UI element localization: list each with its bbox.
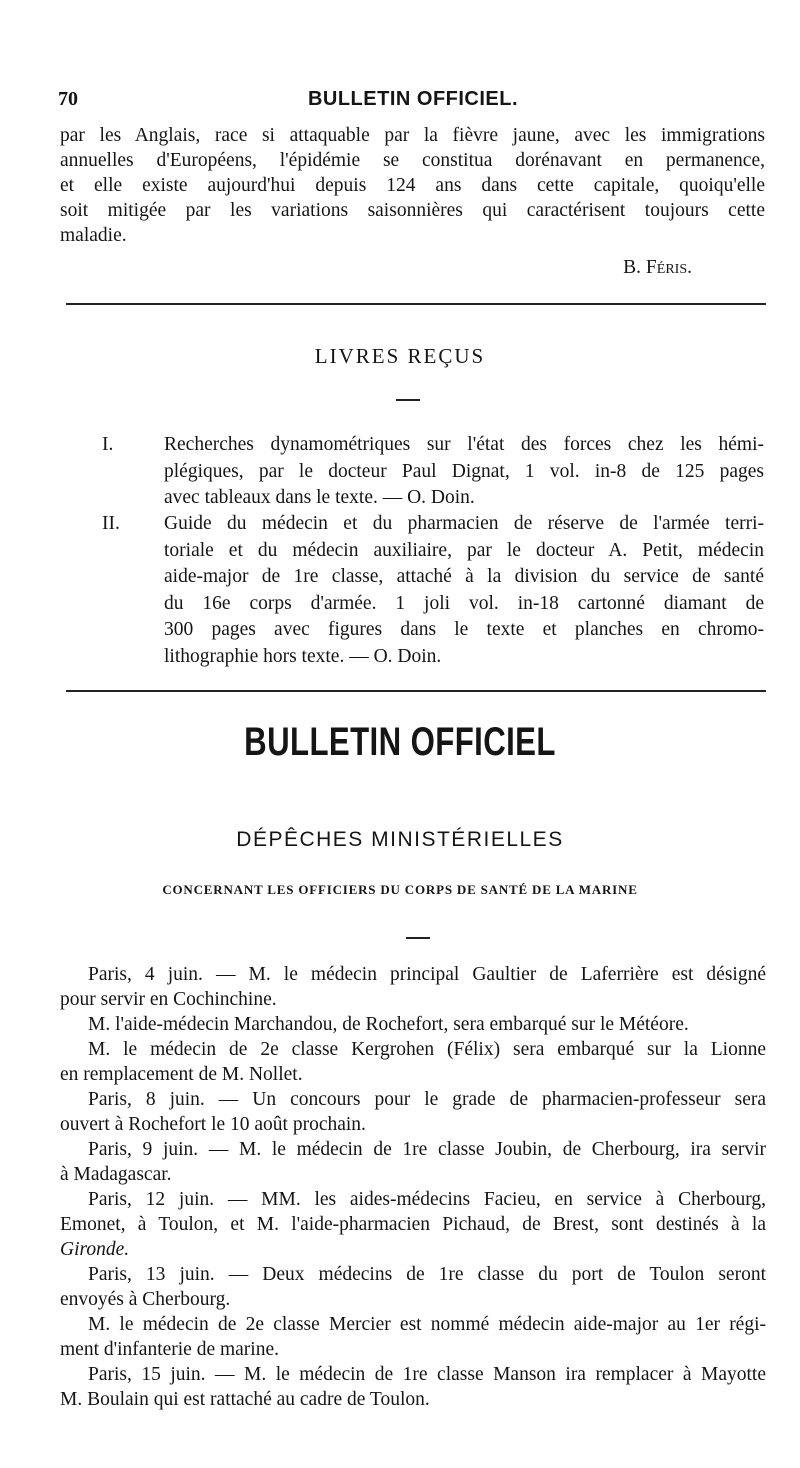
divider <box>66 690 766 692</box>
text-line: du 16e corps d'armée. 1 joli vol. in-18 cartonné diamant de <box>164 592 764 614</box>
text-line: envoyés à Cherbourg. <box>60 1289 231 1310</box>
dispatch-entry <box>60 1312 766 1362</box>
dispatch-entry <box>60 1137 766 1187</box>
dispatch-entry <box>60 962 766 1012</box>
text-line: pour servir en Cochinchine. <box>60 989 277 1010</box>
short-dash <box>406 937 430 939</box>
text-line: Paris, 8 juin. — Un concours pour le grade de pharmacien-professeur sera <box>88 1089 766 1110</box>
text-line: Paris, 4 juin. — M. le médecin principal Gaultier de Laferrière est désigné <box>88 964 766 985</box>
bulletin-subtitle: DÉPÊCHES MINISTÉRIELLES <box>236 828 564 851</box>
text-line: lithographie hors texte. — O. Doin. <box>164 645 442 667</box>
text-line: Recherches dynamométriques sur l'état des forces chez les hémi- <box>164 434 764 455</box>
text-line: Emonet, à Toulon, et M. l'aide-pharmacien Pichaud, de Brest, sont destinés à la <box>60 1214 766 1235</box>
text-line: Guide du médecin et du pharmacien de réserve de l'armée terri- <box>164 513 764 534</box>
dispatch-entry <box>60 1087 766 1137</box>
entry-numeral: II. <box>102 513 120 534</box>
text-line: toriale et du médecin auxiliaire, par le docteur A. Petit, médecin <box>164 539 764 561</box>
text-line: Paris, 15 juin. — M. le médecin de 1re classe Manson ira remplacer à Mayotte <box>88 1364 766 1385</box>
text-line: par les Anglais, race si attaquable par la fièvre jaune, avec les immigrations <box>60 125 765 146</box>
text-line: ouvert à Rochefort le 10 août prochain. <box>60 1114 366 1135</box>
text-line: plégiques, par le docteur Paul Dignat, 1 vol. in-8 de 125 pages <box>164 460 764 482</box>
livres-heading: LIVRES REÇUS <box>314 344 486 368</box>
bulletin-caps-line: CONCERNANT LES OFFICIERS DU CORPS DE SANTÉ DE LA MARINE <box>162 882 638 897</box>
dispatch-entry <box>60 1187 766 1262</box>
text-line: et elle existe aujourd'hui depuis 124 ans dans cette capitale, quoiqu'elle <box>60 175 765 196</box>
text-line: à Madagascar. <box>60 1164 172 1185</box>
text-line: M. le médecin de 2e classe Mercier est nommé médecin aide-major au 1er régi- <box>88 1314 766 1335</box>
text-line: aide-major de 1re classe, attaché à la division du service de santé <box>164 566 764 587</box>
text-line: annuelles d'Européens, l'épidémie se constitua dorénavant en permanence, <box>60 150 765 171</box>
book-entry-1 <box>102 432 764 512</box>
text-line: Gironde. <box>60 1239 130 1260</box>
dispatch-entry <box>60 1037 766 1087</box>
text-line: M. l'aide-médecin Marchandou, de Rochefort, sera embarqué sur le Météore. <box>88 1014 689 1035</box>
dispatch-list <box>60 962 766 1412</box>
text-line: Paris, 12 juin. — MM. les aides-médecins Facieu, en service à Cherbourg, <box>88 1189 766 1210</box>
running-title: BULLETIN OFFICIEL. <box>307 88 519 110</box>
book-entry-2 <box>102 511 764 670</box>
text-line: avec tableaux dans le texte. — O. Doin. <box>164 487 475 508</box>
short-dash <box>396 399 420 401</box>
entry-numeral: I. <box>102 434 114 455</box>
text-line: maladie. <box>60 225 127 246</box>
dispatch-entry <box>60 1012 766 1037</box>
intro-paragraph <box>60 123 765 248</box>
text-line: Paris, 9 juin. — M. le médecin de 1re classe Joubin, de Cherbourg, ira servir <box>88 1139 766 1160</box>
dispatch-entry <box>60 1362 766 1412</box>
bulletin-title: BULLETIN OFFICIEL <box>244 720 556 764</box>
running-header <box>58 88 768 112</box>
dispatch-entry <box>60 1262 766 1312</box>
text-line: soit mitigée par les variations saisonnières qui caractérisent toujours cette <box>60 200 765 221</box>
divider <box>66 303 766 305</box>
signature: B. Féris. <box>623 257 692 278</box>
text-line: M. Boulain qui est rattaché au cadre de Toulon. <box>60 1389 430 1410</box>
text-line: M. le médecin de 2e classe Kergrohen (Félix) sera embarqué sur la Lionne <box>88 1039 766 1060</box>
text-line: 300 pages avec figures dans le texte et planches en chromo- <box>164 619 764 640</box>
text-line: ment d'infanterie de marine. <box>60 1339 280 1360</box>
text-line: Paris, 13 juin. — Deux médecins de 1re classe du port de Toulon seront <box>88 1264 766 1285</box>
page-number: 70 <box>58 88 78 110</box>
text-line: en remplacement de M. Nollet. <box>60 1064 303 1085</box>
